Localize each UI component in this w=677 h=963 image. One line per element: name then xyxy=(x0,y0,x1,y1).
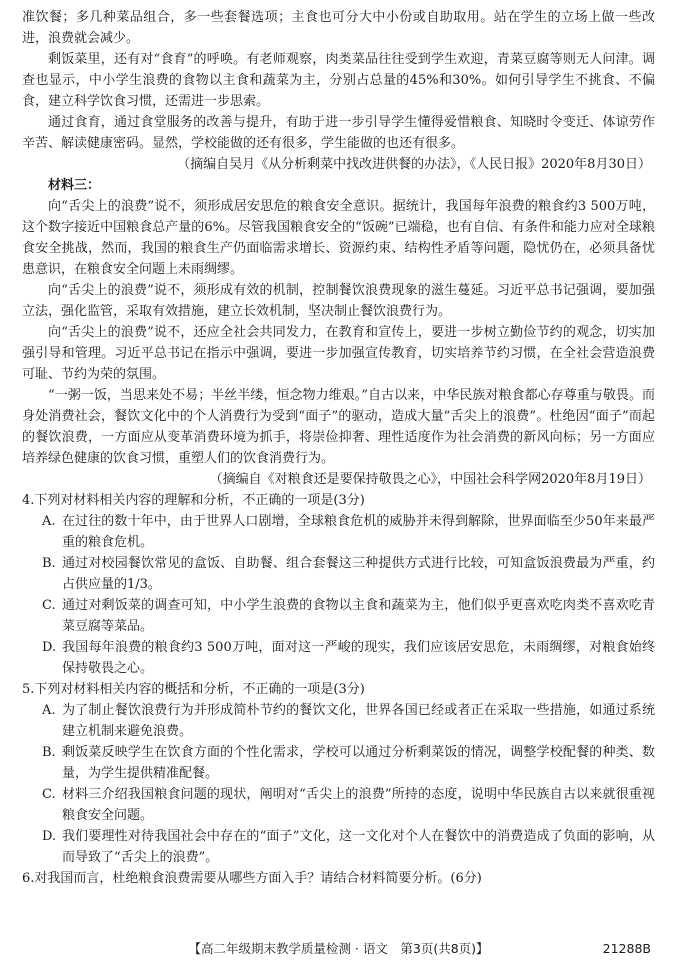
option-letter: A. xyxy=(42,514,56,529)
option-letter: B. xyxy=(42,556,56,571)
paragraph: 向“舌尖上的浪费”说不，须形成有效的机制，控制餐饮浪费现象的滋生蔓延。习近平总书记强调，要加强立法，强化监管，采取有效措施，建立长效机制，坚决制止餐饮浪费行为。 xyxy=(22,283,655,319)
paragraph: 向“舌尖上的浪费”说不，还应全社会共同发力，在教育和宣传上，要进一步树立勤俭节约的观念，切实加强引导和管理。习近平总书记在指示中强调，要进一步加强宣传教育，切实培养节约习惯，在全社会营造浪费可耻、节约为荣的氛围。 xyxy=(22,325,655,382)
option-d xyxy=(22,637,655,679)
material-heading: 材料三： xyxy=(48,178,101,193)
footer-title: 【高二年级期末教学质量检测 · 语文 第3页(共8页)】 xyxy=(188,941,489,956)
question-6 xyxy=(22,868,655,889)
option-text: 通过对校园餐饮常见的盒饭、自助餐、组合套餐这三种提供方式进行比较，可知盒饭浪费最为严重，约占供应量的1/3。 xyxy=(62,556,655,592)
option-text: 在过往的数十年中，由于世界人口剧增，全球粮食危机的威胁并未得到解除，世界面临至少50年来最严重的粮食危机。 xyxy=(62,514,655,550)
option-text: 通过对剩饭菜的调查可知，中小学生浪费的食物以主食和蔬菜为主，他们似乎更喜欢吃肉类不喜欢吃青菜豆腐等菜品。 xyxy=(62,598,655,634)
question-stem: 6.对我国而言，杜绝粮食浪费需要从哪些方面入手？请结合材料简要分析。(6分) xyxy=(22,871,482,886)
option-letter: B. xyxy=(42,745,56,760)
option-b xyxy=(22,553,655,595)
paragraph: 向“舌尖上的浪费”说不，须形成居安思危的粮食安全意识。据统计，我国每年浪费的粮食约3 500万吨，这个数字接近中国粮食总产量的6%。尽管我国粮食安全的“饭碗”已端稳，也有自信、有条件和能力应对全球粮食安全挑战，然而，我国的粮食生产仍面临需求增长、资源约束、结构性矛盾等问题，隐忧仍在，必须具备忧患意识，在粮食安全问题上未雨绸缪。 xyxy=(22,199,655,277)
question-stem: 4.下列对材料相关内容的理解和分析，不正确的一项是(3分) xyxy=(22,493,365,508)
question-stem: 5.下列对材料相关内容的概括和分析，不正确的一项是(3分) xyxy=(22,682,365,697)
option-text: 我们要理性对待我国社会中存在的“面子”文化，这一文化对个人在餐饮中的消费造成了负面的影响，从而导致了“舌尖上的浪费”。 xyxy=(62,829,655,865)
paragraph: 准饮餐；多几种菜品组合，多一些套餐选项；主食也可分大中小份或自助取用。站在学生的立场上做一些改进，浪费就会减少。 xyxy=(22,10,655,46)
page-footer xyxy=(0,938,677,959)
option-c xyxy=(22,595,655,637)
paragraph: “一粥一饭，当思来处不易；半丝半缕，恒念物力维艰。”自古以来，中华民族对粮食都心存尊重与敬畏。而身处消费社会，餐饮文化中的个人消费行为受到“面子”的驱动，造成大量“舌尖上的浪费”。杜绝因“面子”而起的餐饮浪费，一方面应从变革消费环境为抓手，将崇俭抑奢、理性适度作为社会消费的新风向标；另一方面应培养绿色健康的饮食习惯，重塑人们的饮食消费行为。 xyxy=(22,388,655,466)
option-b xyxy=(22,742,655,784)
option-letter: A. xyxy=(42,703,56,718)
question-4 xyxy=(22,490,655,679)
source-citation: （摘编自《对粮食还是要保持敬畏之心》，中国社会科学网2020年8月19日） xyxy=(209,472,651,487)
option-text: 材料三介绍我国粮食问题的现状，阐明对“舌尖上的浪费”所持的态度，说明中华民族自古以来就很重视粮食安全问题。 xyxy=(62,787,655,823)
option-letter: C. xyxy=(42,787,56,802)
option-text: 剩饭菜反映学生在饮食方面的个性化需求，学校可以通过分析剩菜饭的情况，调整学校配餐的种类、数量，为学生提供精准配餐。 xyxy=(62,745,655,781)
source-citation: （摘编自吴月《从分析剩菜中找改进供餐的办法》，《人民日报》2020年8月30日） xyxy=(177,157,651,172)
option-a xyxy=(22,511,655,553)
option-text: 为了制止餐饮浪费行为并形成简朴节约的餐饮文化，世界各国已经或者正在采取一些措施，如通过系统建立机制来避免浪费。 xyxy=(62,703,655,739)
option-letter: C. xyxy=(42,598,56,613)
option-c xyxy=(22,784,655,826)
option-letter: D. xyxy=(42,829,57,844)
paper-code: 21288B xyxy=(602,941,651,956)
paragraph: 通过食育，通过食堂服务的改善与提升，有助于进一步引导学生懂得爱惜粮食、知晓时令变迁、体谅劳作辛苦、解读健康密码。显然，学校能做的还有很多，学生能做的也还有很多。 xyxy=(22,115,655,151)
option-text: 我国每年浪费的粮食约3 500万吨，面对这一严峻的现实，我们应该居安思危，未雨绸缪，对粮食始终保持敬畏之心。 xyxy=(62,640,655,676)
option-letter: D. xyxy=(42,640,57,655)
paragraph: 剩饭菜里，还有对“食育”的呼唤。有老师观察，肉类菜品往往受到学生欢迎，青菜豆腐等则无人问津。调查也显示，中小学生浪费的食物以主食和蔬菜为主，分别占总量的45%和30%。如何引导学生不挑食、不偏食，建立科学饮食习惯，还需进一步思索。 xyxy=(22,52,655,109)
option-d xyxy=(22,826,655,868)
question-5 xyxy=(22,679,655,868)
option-a xyxy=(22,700,655,742)
